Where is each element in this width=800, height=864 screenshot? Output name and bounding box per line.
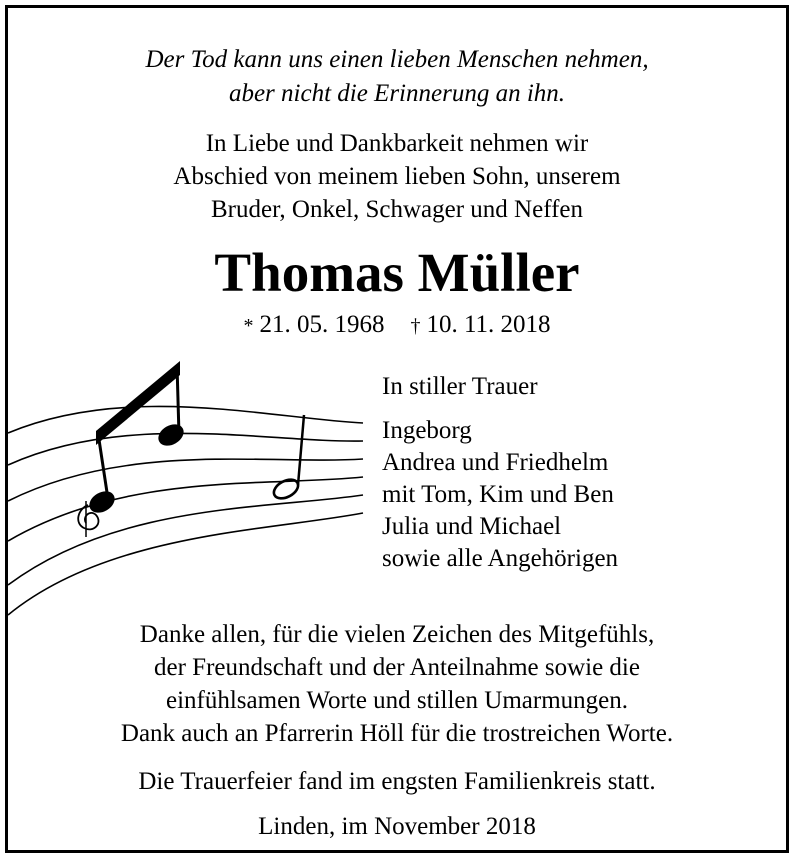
intro-line-2: Abschied von meinem lieben Sohn, unserem bbox=[173, 163, 621, 190]
ceremony-note: Die Trauerfeier fand im engsten Familienkreis statt. bbox=[138, 768, 656, 795]
mourner-name: Andrea und Friedhelm bbox=[382, 449, 609, 476]
motto-line-1: Der Tod kann uns einen lieben Menschen nehmen, bbox=[145, 46, 649, 73]
thanks-line-1: Danke allen, für die vielen Zeichen des Mitgefühls, bbox=[139, 621, 655, 648]
intro-line-1: In Liebe und Dankbarkeit nehmen wir bbox=[205, 130, 589, 157]
thanks-line-2: der Freundschaft und der Anteilnahme sowie die bbox=[154, 654, 640, 681]
birth-symbol: * bbox=[243, 315, 254, 337]
obituary-notice bbox=[5, 5, 789, 853]
deceased-name: Thomas Müller bbox=[214, 242, 580, 303]
mourners-list bbox=[382, 371, 618, 575]
mourners-intro: In stiller Trauer bbox=[382, 373, 538, 400]
motto-line-2: aber nicht die Erinnerung an ihn. bbox=[228, 80, 566, 107]
mourner-name: Julia und Michael bbox=[382, 513, 562, 540]
thanks-line-3: einfühlsamen Worte und stillen Umarmungen. bbox=[165, 687, 628, 714]
mourner-name: sowie alle Angehörigen bbox=[382, 545, 619, 572]
life-dates bbox=[8, 308, 786, 343]
intro-line-3: Bruder, Onkel, Schwager und Neffen bbox=[210, 196, 584, 223]
place-date: Linden, im November 2018 bbox=[258, 813, 536, 840]
thanks-line-4: Dank auch an Pfarrerin Höll für die trostreichen Worte. bbox=[120, 720, 674, 747]
music-staff-notes-icon bbox=[8, 353, 378, 623]
mourner-name: mit Tom, Kim und Ben bbox=[382, 481, 614, 508]
death-symbol: † bbox=[410, 315, 421, 337]
death-date: 10. 11. 2018 bbox=[426, 311, 551, 338]
mourner-name: Ingeborg bbox=[382, 417, 472, 444]
birth-date: 21. 05. 1968 bbox=[259, 311, 385, 338]
